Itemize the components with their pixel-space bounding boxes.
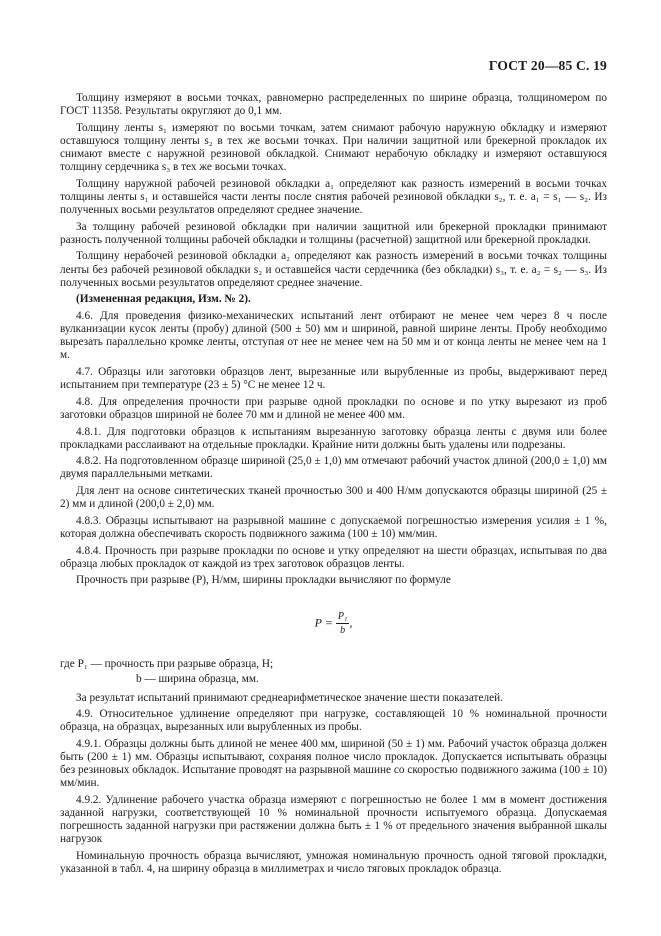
formula-legend-1: где P₁ — прочность при разрыве образца, Н; [60,657,274,670]
document-body [60,92,607,880]
formula-fraction [336,610,353,637]
section-4-7: 4.7. Образцы или заготовки образцов лент, вырезанные или вырубленные из пробы, выдерживают перед испытанием при температуре (23 ± 5) °С не менее 12 ч. [60,365,607,392]
formula-legend-2: b — ширина образца, мм. [136,672,259,685]
paragraph: За толщину рабочей резиновой обкладки при наличии защитной или брекерной прокладки принимают разность полученной толщины рабочей обкладки и толщины (расчетной) защитной или брекерной прокладки. [60,220,607,246]
formula-denominator: b [340,624,346,636]
paragraph: Прочность при разрыве (P), Н/мм, ширины прокладки вычисляют по формуле [76,574,451,587]
section-4-8-1: 4.8.1. Для подготовки образцов к испытаниям вырезанную заготовку образца ленты с двумя или более прокладками расслаивают на отдельные прокладки. Крайние нити должны быть удалены или подрезаны. [60,425,607,451]
paragraph: Для лент на основе синтетических тканей прочностью 300 и 400 Н/мм допускаются образцы шириной (25 ± 2) мм и длиной (200,0 ± 2,0) мм. [60,485,607,511]
page-header: ГОСТ 20—85 С. 19 [488,58,607,73]
paragraph: Толщину ленты s₁ измеряют по восьми точкам, затем снимают рабочую наружную обкладку и измеряют оставшуюся толщину ленты s₂ в тех же восьми точках. При наличии защитной или брекерной прокладок их снимают вместе с наружной резиновой обкладкой. Снимают нерабочую обкладку и измеряют оставшуюся толщину сердечника s₃ в тех же восьми точках. [60,121,607,174]
formula-tail: , [349,614,353,629]
section-4-8-3: 4.8.3. Образцы испытывают на разрывной машине с допускаемой погрешностью измерения усилия ± 1 %, которая должна обеспечивать скорость подвижного зажима (100 ± 10) мм/мин. [60,514,607,540]
section-4-9-2: 4.9.2. Удлинение рабочего участка образца измеряют с погрешностью не более 1 мм в момент достижения заданной нагрузки, соответствующей 10 % номинальной прочности испытуемого образца. Допускаемая погрешность заданной нагрузки при растяжении должна быть ± 1 % от предельного значения выбранной шкалы нагрузок [60,794,607,846]
amendment-note: (Измененная редакция, Изм. № 2). [76,293,251,306]
section-4-9: 4.9. Относительное удлинение определяют при нагрузке, составляющей 10 % номинальной прочности образца, на образцах, вырезанных или вырубленных из пробы. [60,708,607,734]
paragraph: Толщину измеряют в восьми точках, равномерно распределенных по ширине образца, толщиномером по ГОСТ 11358. Результаты округляют до 0,1 мм. [60,92,607,118]
section-4-8-4: 4.8.4. Прочность при разрыве прокладки по основе и утку определяют на шести образцах, испытывая по два образца любых прокладок от каждой из трех заготовок образцов ленты. [60,544,607,570]
paragraph: Номинальную прочность образца вычисляют, умножая номинальную прочность одной тяговой прокладки, указанной в табл. 4, на ширину образца в миллиметрах и число тяговых прокладок образца. [60,850,607,876]
paragraph: За результат испытаний принимают среднеарифметическое значение шести показателей. [76,691,503,704]
paragraph: Толщину наружной рабочей резиновой обкладки a₁ определяют как разность измерений в восьми точках толщины ленты s₁ и оставшейся части ленты после снятия рабочей резиновой обкладки s₂, т. е. a₁ = s₁ — s₂. Из полученных восьми результатов определяют среднее значение. [60,177,607,216]
section-4-9-1: 4.9.1. Образцы должны быть длиной не менее 400 мм, шириной (50 ± 1) мм. Рабочий участок образца должен быть (200 ± 1) мм. Образцы испытывают, сохраняя полное число прокладок. Допускается испытывать образцы без резиновых обкладок. Испытание проводят на разрывной машине со скоростью подвижного зажима (100 ± 10) мм/мин. [60,738,607,790]
formula-numerator: P₁ [336,610,350,624]
section-4-6: 4.6. Для проведения физико-механических испытаний лент отбирают не менее чем через 8 ч после вулканизации кусок ленты (пробу) длиной (500 ± 50) мм и шириной, равной ширине ленты. Пробу необходимо вырезать параллельно кромке ленты, отступая от нее не менее чем на 50 мм и от конца ленты не менее чем на 1 м. [60,309,607,362]
section-4-8-2: 4.8.2. На подготовленном образце шириной (25,0 ± 1,0) мм отмечают рабочий участок длиной (200,0 ± 1,0) мм двумя параллельными метками. [60,455,607,481]
formula-lhs: P = [314,614,333,629]
formula [60,610,607,640]
paragraph: Толщину нерабочей резиновой обкладки a₂ определяют как разность измерений в восьми точках толщины ленты без рабочей резиновой обкладки s₂ и оставшейся части сердечника (без обкладки) s₃, т. е. a₂ = s₂ — s₃. Из полученных восьми результатов определяют среднее значение. [60,250,607,289]
section-4-8: 4.8. Для определения прочности при разрыве одной прокладки по основе и по утку вырезают из проб заготовки образцов шириной не более 70 мм и длиной не менее 400 мм. [60,395,607,421]
